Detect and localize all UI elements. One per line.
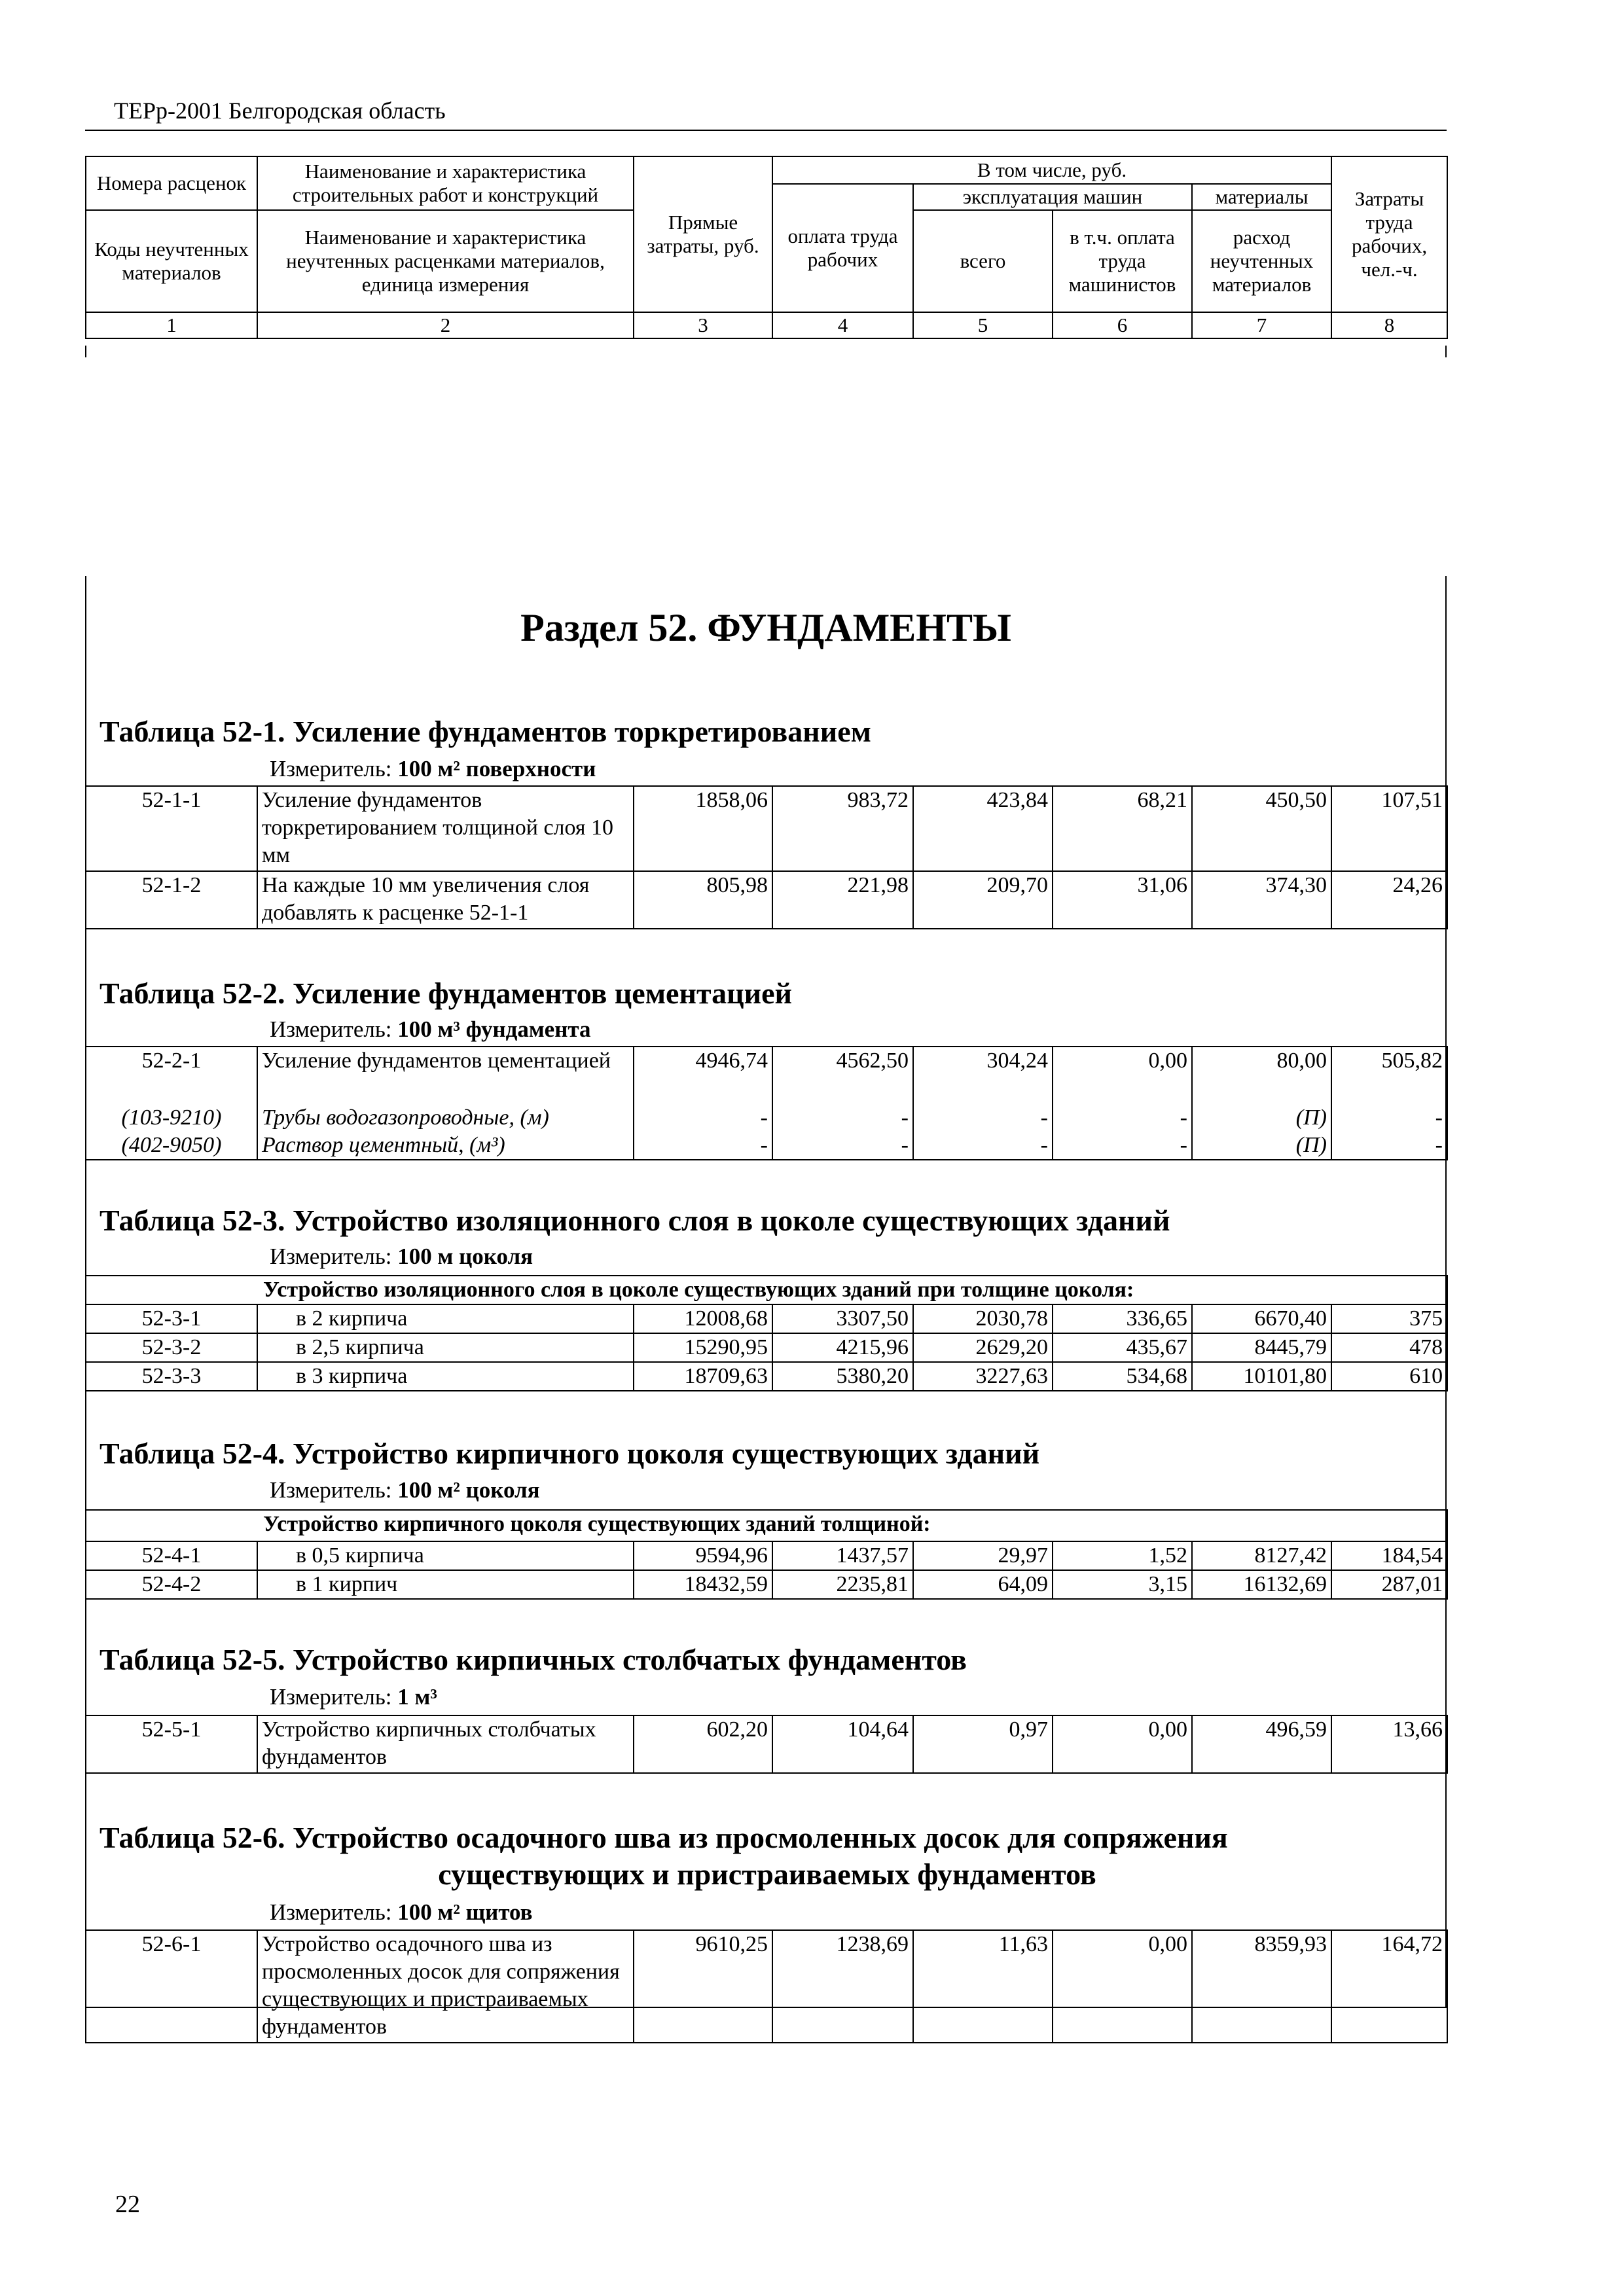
hdr-col1-top: Номера расценок xyxy=(86,156,257,210)
rate-value: 68,21 xyxy=(1053,786,1192,871)
header-continuation-lines xyxy=(85,346,1447,357)
rate-value: 8359,93 xyxy=(1192,1930,1331,2043)
rate-value: 11,63 xyxy=(913,1930,1053,2043)
table-title: Таблица 52-1. Усиление фундаментов торкретированием xyxy=(99,715,871,748)
rate-desc: Устройство осадочного шва из просмоленных досок для сопряжения существующих и пристраиваемых фундаментов xyxy=(257,1930,634,2043)
rate-table xyxy=(85,1509,1448,1600)
rate-value: 6670,40 xyxy=(1192,1304,1331,1333)
rate-value: 336,65 xyxy=(1053,1304,1192,1333)
rate-value: 16132,69 xyxy=(1192,1570,1331,1599)
subheading-text: Устройство изоляционного слоя в цоколе существующих зданий при толщине цоколя: xyxy=(86,1276,1447,1304)
rate-table xyxy=(85,1715,1448,1774)
hdr-machines: эксплуатация машин xyxy=(913,184,1192,210)
rate-value: 4946,74 xyxy=(634,1047,772,1104)
rate-value: 304,24 xyxy=(913,1047,1053,1104)
rate-code: 52-5-1 xyxy=(86,1715,257,1773)
rate-value: 0,00 xyxy=(1053,1047,1192,1104)
hdr-num: 3 xyxy=(634,312,772,338)
rate-value: 221,98 xyxy=(772,871,913,929)
rate-value: 1437,57 xyxy=(772,1541,913,1570)
rate-value: (П) xyxy=(1192,1104,1331,1132)
rate-value: 5380,20 xyxy=(772,1362,913,1391)
hdr-num: 5 xyxy=(913,312,1053,338)
measure-line xyxy=(270,756,596,782)
rate-value: 9610,25 xyxy=(634,1930,772,2043)
rate-value: 80,00 xyxy=(1192,1047,1331,1104)
measure-line xyxy=(270,1016,590,1043)
table-title: Таблица 52-6. Устройство осадочного шва из просмоленных досок для сопряжения xyxy=(99,1821,1228,1854)
subheading-text: Устройство кирпичного цоколя существующих зданий толщиной: xyxy=(86,1510,1447,1541)
page-number: 22 xyxy=(115,2191,140,2218)
hdr-col2-bottom: Наименование и характеристика неучтенных расценками материалов, единица измерения xyxy=(257,210,634,312)
hdr-num: 7 xyxy=(1192,312,1331,338)
table-row xyxy=(86,871,1447,929)
rate-value: 478 xyxy=(1331,1333,1447,1362)
rate-value: 24,26 xyxy=(1331,871,1447,929)
rate-value: (П) xyxy=(1192,1132,1331,1160)
hdr-col8: Затраты труда рабочих, чел.-ч. xyxy=(1331,156,1447,312)
material-row xyxy=(86,1104,1447,1132)
material-desc: Трубы водогазопроводные, (м) xyxy=(257,1104,634,1132)
section-title: Раздел 52. ФУНДАМЕНТЫ xyxy=(520,606,1011,649)
hdr-num: 1 xyxy=(86,312,257,338)
rate-value: 1858,06 xyxy=(634,786,772,871)
measure-value: 100 м³ фундамента xyxy=(397,1016,591,1042)
rate-value: - xyxy=(1053,1132,1192,1160)
rate-value: 8127,42 xyxy=(1192,1541,1331,1570)
rate-table xyxy=(85,1275,1448,1391)
measure-value: 100 м² щитов xyxy=(397,1899,533,1925)
table-row xyxy=(86,1304,1447,1333)
rate-value: 4215,96 xyxy=(772,1333,913,1362)
hdr-col7: расход неучтенных материалов xyxy=(1192,210,1331,312)
measure-line xyxy=(270,1684,437,1710)
material-code: (103-9210) xyxy=(86,1104,257,1132)
rate-value: 2235,81 xyxy=(772,1570,913,1599)
rate-value: - xyxy=(913,1132,1053,1160)
material-code: (402-9050) xyxy=(86,1132,257,1160)
table-title: Таблица 52-2. Усиление фундаментов цементацией xyxy=(99,977,793,1010)
measure-value: 100 м цоколя xyxy=(397,1244,533,1269)
hdr-materials: материалы xyxy=(1192,184,1331,210)
rate-desc: в 0,5 кирпича xyxy=(257,1541,634,1570)
rate-value: 8445,79 xyxy=(1192,1333,1331,1362)
rate-code: 52-1-1 xyxy=(86,786,257,871)
measure-value: 100 м² цоколя xyxy=(397,1477,540,1503)
rate-desc: в 2,5 кирпича xyxy=(257,1333,634,1362)
material-desc: Раствор цементный, (м³) xyxy=(257,1132,634,1160)
rate-value: 209,70 xyxy=(913,871,1053,929)
rate-value: 0,00 xyxy=(1053,1930,1192,2043)
measure-line xyxy=(270,1477,540,1503)
rate-value: 64,09 xyxy=(913,1570,1053,1599)
table-row xyxy=(86,1930,1447,2043)
rate-value: 375 xyxy=(1331,1304,1447,1333)
rate-value: 104,64 xyxy=(772,1715,913,1773)
table-row xyxy=(86,1362,1447,1391)
measure-value: 100 м² поверхности xyxy=(397,756,596,781)
rate-value: 0,00 xyxy=(1053,1715,1192,1773)
table-title-continuation: существующих и пристраиваемых фундаментов xyxy=(438,1857,1096,1891)
rate-value: 1,52 xyxy=(1053,1541,1192,1570)
rate-code: 52-3-2 xyxy=(86,1333,257,1362)
rate-desc: Усиление фундаментов торкретированием толщиной слоя 10 мм xyxy=(257,786,634,871)
rate-code: 52-3-3 xyxy=(86,1362,257,1391)
measure-label: Измеритель: xyxy=(270,1016,392,1042)
hdr-col3: Прямые затраты, руб. xyxy=(634,156,772,312)
rate-desc: Устройство кирпичных столбчатых фундаментов xyxy=(257,1715,634,1773)
rate-table xyxy=(85,785,1448,929)
rate-value: 435,67 xyxy=(1053,1333,1192,1362)
rate-value: 287,01 xyxy=(1331,1570,1447,1599)
rate-value: - xyxy=(1053,1104,1192,1132)
hdr-num: 6 xyxy=(1053,312,1192,338)
rate-value: 423,84 xyxy=(913,786,1053,871)
rate-value: 18432,59 xyxy=(634,1570,772,1599)
hdr-num: 8 xyxy=(1331,312,1447,338)
rate-desc: в 2 кирпича xyxy=(257,1304,634,1333)
running-head: ТЕРр-2001 Белгородская область xyxy=(114,98,446,124)
hdr-col1-bottom: Коды неучтенных материалов xyxy=(86,210,257,312)
rate-value: 450,50 xyxy=(1192,786,1331,871)
rate-code: 52-3-1 xyxy=(86,1304,257,1333)
rate-desc: в 3 кирпича xyxy=(257,1362,634,1391)
rate-table xyxy=(85,1929,1448,2043)
rate-value: - xyxy=(1331,1132,1447,1160)
rate-value: - xyxy=(634,1132,772,1160)
table-row xyxy=(86,1715,1447,1773)
rate-desc: в 1 кирпич xyxy=(257,1570,634,1599)
hdr-col6: в т.ч. оплата труда машинистов xyxy=(1053,210,1192,312)
rate-value: 602,20 xyxy=(634,1715,772,1773)
rate-value: 2030,78 xyxy=(913,1304,1053,1333)
hdr-num: 2 xyxy=(257,312,634,338)
measure-label: Измеритель: xyxy=(270,1684,392,1710)
rate-value: 534,68 xyxy=(1053,1362,1192,1391)
rate-code: 52-2-1 xyxy=(86,1047,257,1104)
rate-value: 107,51 xyxy=(1331,786,1447,871)
table-row xyxy=(86,1570,1447,1599)
table-row xyxy=(86,1333,1447,1362)
rate-value: 184,54 xyxy=(1331,1541,1447,1570)
rate-value: 9594,96 xyxy=(634,1541,772,1570)
hdr-col5: всего xyxy=(913,210,1053,312)
rate-value: - xyxy=(1331,1104,1447,1132)
rate-value: 29,97 xyxy=(913,1541,1053,1570)
rate-code: 52-1-2 xyxy=(86,871,257,929)
table-row xyxy=(86,1541,1447,1570)
table-row xyxy=(86,1047,1447,1104)
rate-code: 52-4-2 xyxy=(86,1570,257,1599)
rate-value: 4562,50 xyxy=(772,1047,913,1104)
rate-value: 2629,20 xyxy=(913,1333,1053,1362)
rate-desc: Усиление фундаментов цементацией xyxy=(257,1047,634,1104)
head-rule xyxy=(85,130,1447,131)
rate-value: 10101,80 xyxy=(1192,1362,1331,1391)
rate-value: 12008,68 xyxy=(634,1304,772,1333)
rate-value: 31,06 xyxy=(1053,871,1192,929)
material-row xyxy=(86,1132,1447,1160)
rate-value: 805,98 xyxy=(634,871,772,929)
rate-value: 3,15 xyxy=(1053,1570,1192,1599)
rate-desc: На каждые 10 мм увеличения слоя добавлять к расценке 52-1-1 xyxy=(257,871,634,929)
rate-value: 15290,95 xyxy=(634,1333,772,1362)
measure-value: 1 м³ xyxy=(397,1684,437,1710)
rate-value: 374,30 xyxy=(1192,871,1331,929)
hdr-col2-top: Наименование и характеристика строительных работ и конструкций xyxy=(257,156,634,210)
rate-value: - xyxy=(634,1104,772,1132)
rate-value: 164,72 xyxy=(1331,1930,1447,2043)
rate-value: 983,72 xyxy=(772,786,913,871)
rate-value: 0,97 xyxy=(913,1715,1053,1773)
rate-value: 13,66 xyxy=(1331,1715,1447,1773)
measure-label: Измеритель: xyxy=(270,756,392,781)
measure-label: Измеритель: xyxy=(270,1477,392,1503)
rate-value: - xyxy=(772,1104,913,1132)
hdr-incl: В том числе, руб. xyxy=(772,156,1331,184)
measure-label: Измеритель: xyxy=(270,1899,392,1925)
rate-value: - xyxy=(772,1132,913,1160)
table-row xyxy=(86,786,1447,871)
table-title: Таблица 52-4. Устройство кирпичного цоколя существующих зданий xyxy=(99,1437,1040,1470)
hdr-col4: оплата труда рабочих xyxy=(772,184,913,312)
rate-value: - xyxy=(913,1104,1053,1132)
rate-value: 18709,63 xyxy=(634,1362,772,1391)
rate-code: 52-6-1 xyxy=(86,1930,257,2043)
rate-value: 3307,50 xyxy=(772,1304,913,1333)
measure-line xyxy=(270,1899,533,1926)
rate-table xyxy=(85,1046,1448,1160)
rate-value: 610 xyxy=(1331,1362,1447,1391)
table-title: Таблица 52-5. Устройство кирпичных столбчатых фундаментов xyxy=(99,1643,967,1676)
rate-code: 52-4-1 xyxy=(86,1541,257,1570)
rate-value: 1238,69 xyxy=(772,1930,913,2043)
table-title: Таблица 52-3. Устройство изоляционного слоя в цоколе существующих зданий xyxy=(99,1204,1170,1237)
rate-value: 3227,63 xyxy=(913,1362,1053,1391)
measure-label: Измеритель: xyxy=(270,1244,392,1269)
rate-value: 496,59 xyxy=(1192,1715,1331,1773)
table-subheading xyxy=(86,1510,1447,1541)
rate-value: 505,82 xyxy=(1331,1047,1447,1104)
column-header-table xyxy=(85,156,1448,339)
measure-line xyxy=(270,1244,533,1270)
hdr-num: 4 xyxy=(772,312,913,338)
table-subheading xyxy=(86,1276,1447,1304)
